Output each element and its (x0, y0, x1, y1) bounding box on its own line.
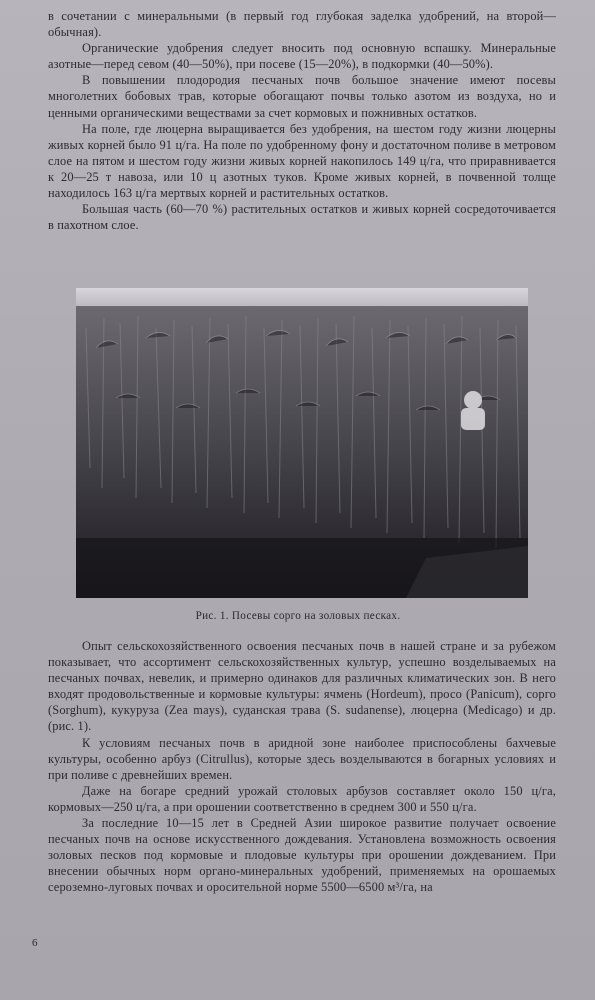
paragraph: Большая часть (60—70 %) растительных остатков и живых корней сосредоточивается в пахотном слое. (48, 202, 556, 233)
figure-caption: Рис. 1. Посевы сорго на золовых песках. (195, 610, 401, 622)
paragraph: К условиям песчаных почв в аридной зоне наиболее приспособлены бахчевые культуры, особенно арбуз (Citrullus), которые здесь возделываются в богарных условиях и при поливе с древнейших времен. (48, 735, 556, 782)
paragraph: В повышении плодородия песчаных почв большое значение имеют посевы многолетних бобовых трав, которые обогащают почвы только азотом из воздуха, но и ценными органическими веществами за счет кормовых и пожнивных остатков. (48, 73, 556, 120)
paragraph: Даже на богаре средний урожай столовых арбузов составляет около 150 ц/га, кормовых—250 ц/га, а при орошении соответственно в среднем 300 и 550 ц/га. (48, 783, 556, 814)
paragraph: За последние 10—15 лет в Средней Азии широкое развитие получает освоение песчаных почв на основе искусственного дождевания. Установлена возможность освоения золовых песков под кормовые и плодовые культуры при орошении дождеванием. При внесении обычных норм органо-минеральных удобрений, применяемых на орошаемых сероземно-луговых почвах и оросительной норме 5500—6500 м³/га, на (48, 816, 556, 895)
paragraph: Опыт сельскохозяйственного освоения песчаных почв в нашей стране и за рубежом показывает, что ассортимент сельскохозяйственных культур, успешно возделываемых на песчаных почвах, невелик, и примерно одинаков для различных климатических зон. В него входят продовольственные и кормовые культуры: ячмень (Hordeum), просо (Panicum), сорго (Sorghum), кукуруза (Zea mays), суданская трава (S. sudanense), люцерна (Medicago) и др. (рис. 1). (48, 639, 556, 734)
page-number: 6 (32, 937, 38, 949)
bottom-text (48, 638, 556, 896)
paragraph: На поле, где люцерна выращивается без удобрения, на шестом году жизни люцерны живых корней было 91 ц/га. На поле по удобренному фону и достаточном поливе в метровом слое на пятом и шестом году жизни живых корней накопилось 149 ц/га, что приравнивается к 20—25 т навоза, или 10 ц азотных туков. Кроме живых корней, в почвенной толще находилось 163 ц/га мертвых корней и растительных остатков. (48, 121, 556, 201)
paragraph: Органические удобрения следует вносить под основную вспашку. Минеральные азотные—перед севом (40—50%), при посеве (15—20%), в подкормки (40—50%). (48, 41, 556, 72)
sorghum-field-photo (76, 288, 528, 598)
paragraph: в сочетании с минеральными (в первый год глубокая заделка удобрений, на второй—обычная). (48, 9, 556, 40)
top-text (48, 8, 556, 233)
figure-photo (76, 288, 528, 598)
